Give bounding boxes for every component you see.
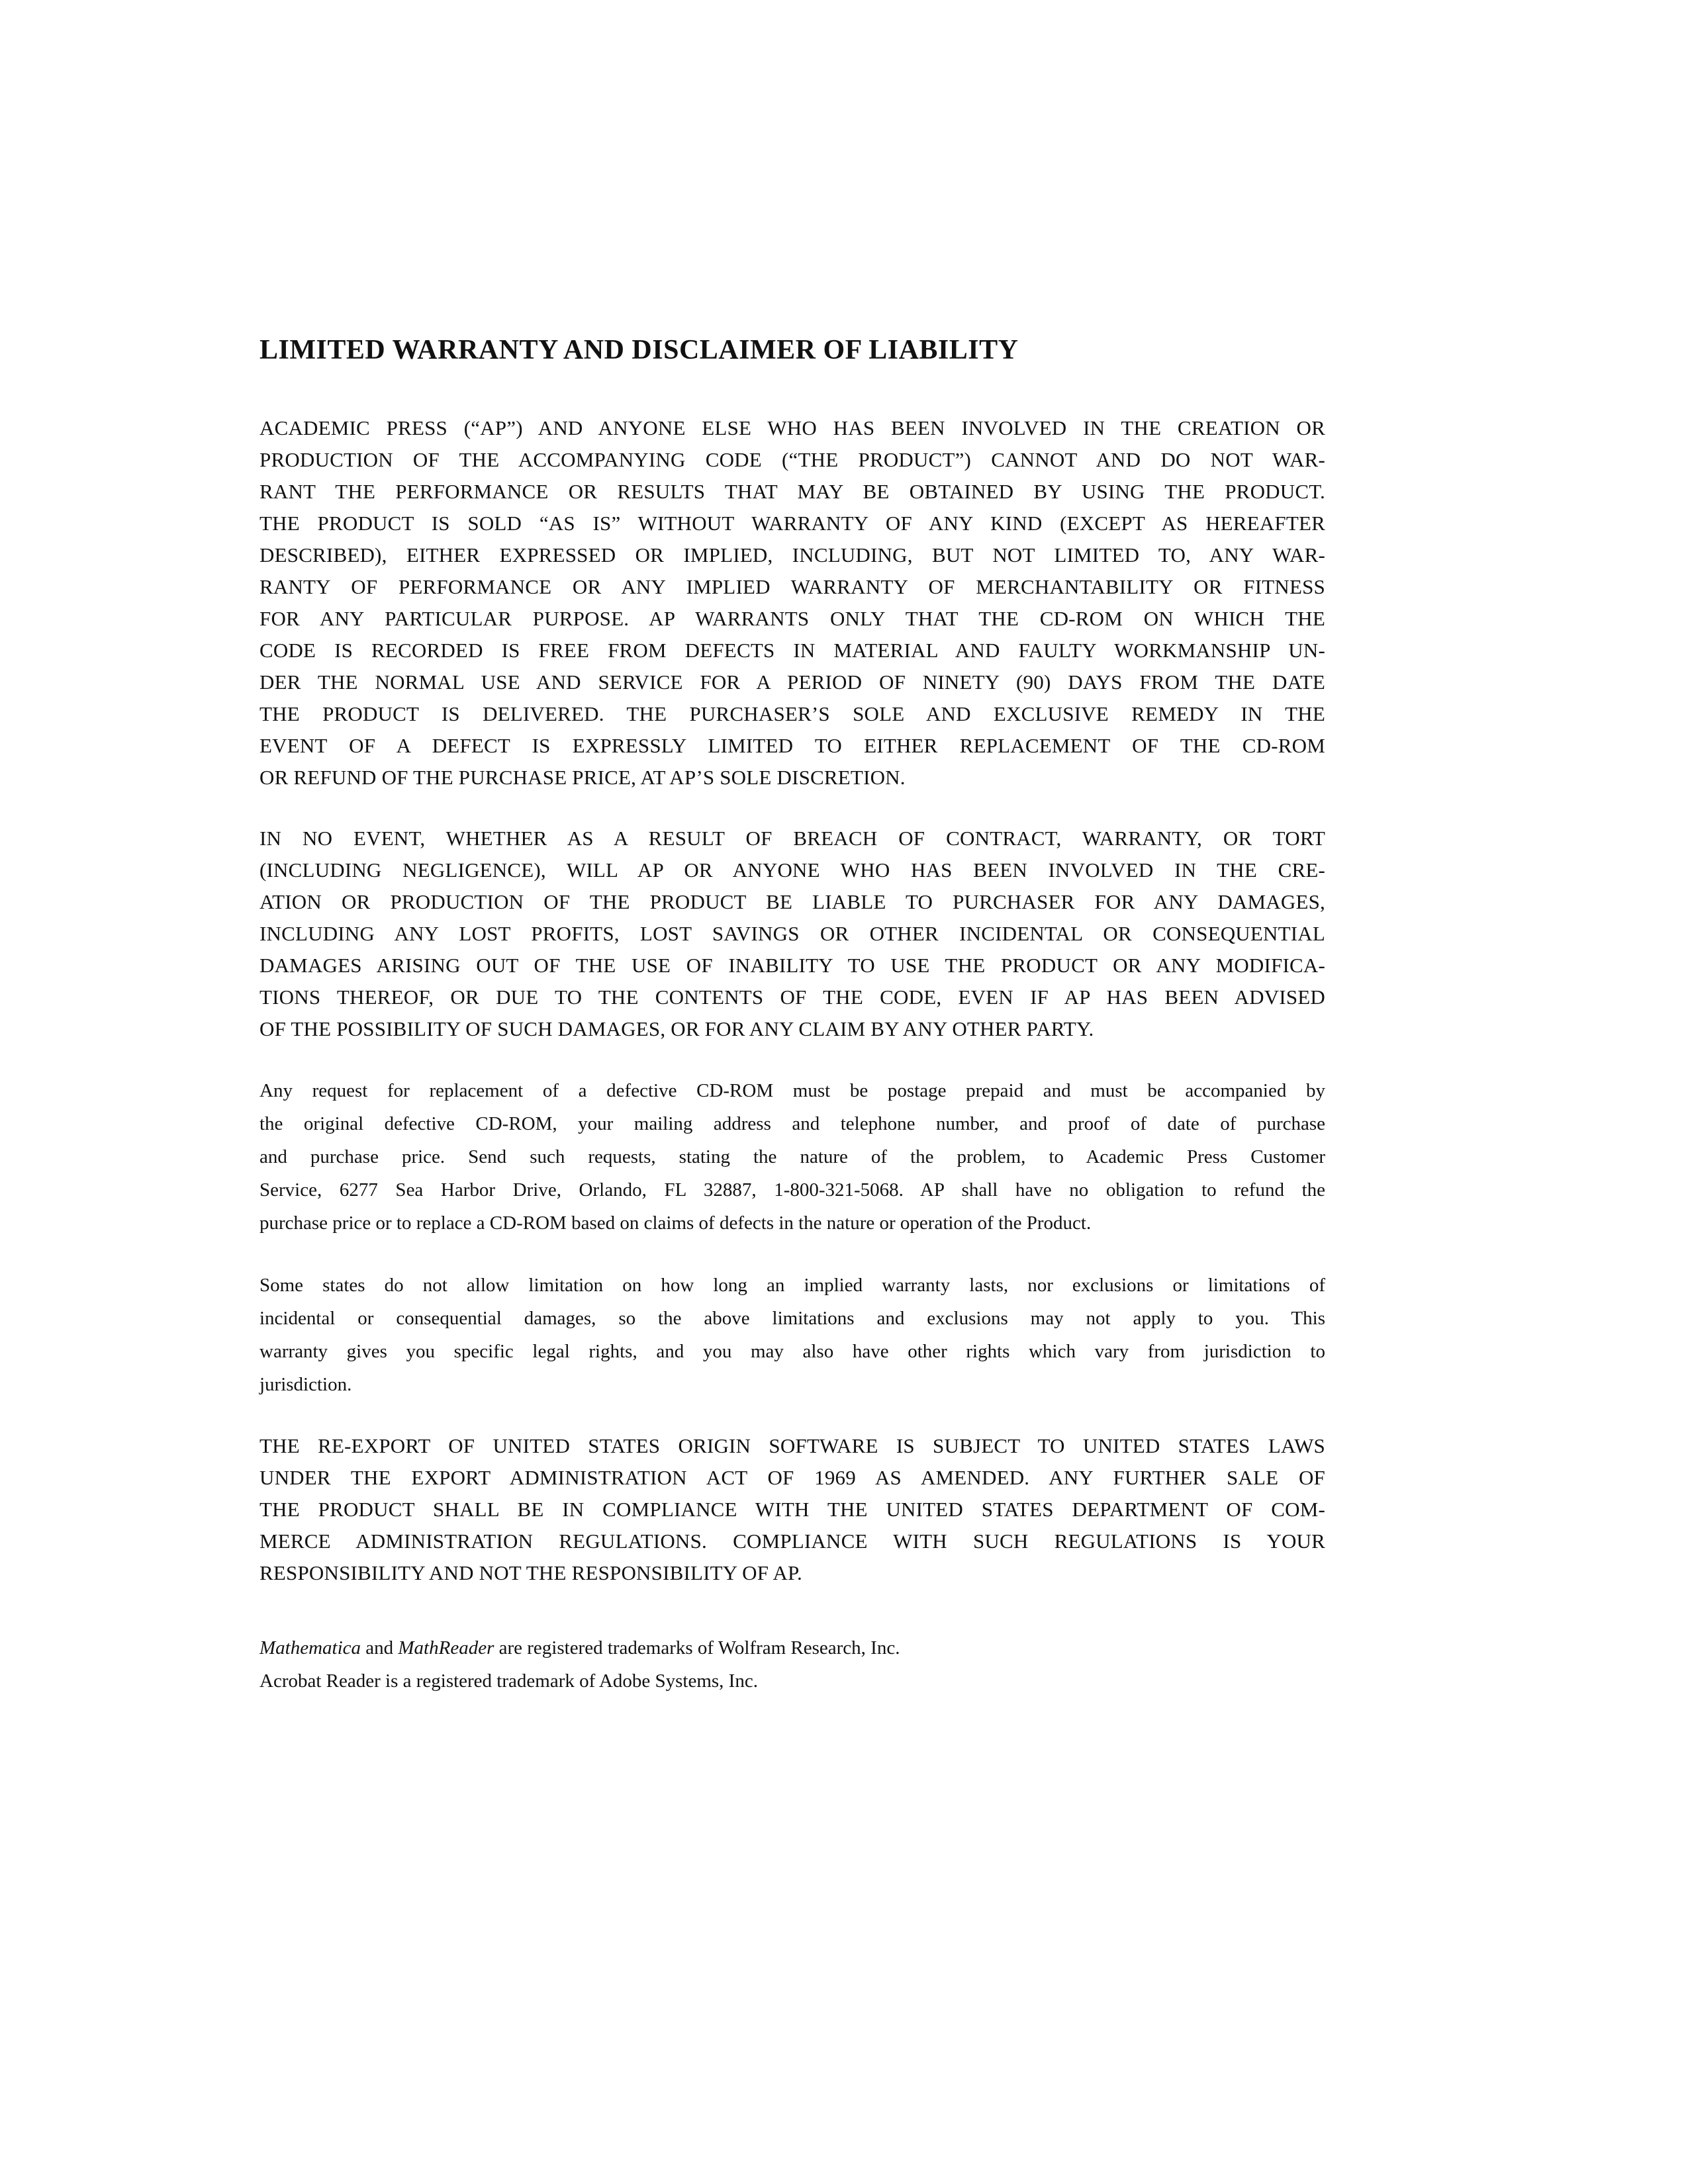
text-line: OR REFUND OF THE PURCHASE PRICE, AT AP’S SOLE DISCRETION.: [259, 766, 906, 789]
text-line: Some states do not allow limitation on how long an implied warranty lasts, nor exclusions or limitations of: [259, 1275, 1325, 1296]
trademark-name: MathReader: [398, 1637, 494, 1659]
trademark-line: [259, 1664, 1325, 1698]
text-line: TIONS THEREOF, OR DUE TO THE CONTENTS OF THE CODE, EVEN IF AP HAS BEEN ADVISED: [259, 985, 1325, 1009]
text-line: RANT THE PERFORMANCE OR RESULTS THAT MAY BE OBTAINED BY USING THE PRODUCT.: [259, 480, 1325, 503]
paragraph: [259, 412, 1325, 794]
text-line: incidental or consequential damages, so the above limitations and exclusions may not apply to you. This: [259, 1308, 1325, 1329]
text-line: and purchase price. Send such requests, stating the nature of the problem, to Academic Press Customer: [259, 1146, 1325, 1167]
trademark-text: and: [361, 1637, 399, 1659]
paragraph: [259, 1430, 1325, 1589]
text-line: RANTY OF PERFORMANCE OR ANY IMPLIED WARRANTY OF MERCHANTABILITY OR FITNESS: [259, 575, 1325, 598]
text-line: DESCRIBED), EITHER EXPRESSED OR IMPLIED, INCLUDING, BUT NOT LIMITED TO, ANY WAR-: [259, 543, 1325, 567]
text-line: THE PRODUCT IS DELIVERED. THE PURCHASER’S SOLE AND EXCLUSIVE REMEDY IN THE: [259, 702, 1325, 725]
document-content: [259, 334, 1325, 1698]
text-line: UNDER THE EXPORT ADMINISTRATION ACT OF 1969 AS AMENDED. ANY FURTHER SALE OF: [259, 1466, 1325, 1489]
text-line: ATION OR PRODUCTION OF THE PRODUCT BE LIABLE TO PURCHASER FOR ANY DAMAGES,: [259, 890, 1325, 913]
text-line: THE RE-EXPORT OF UNITED STATES ORIGIN SOFTWARE IS SUBJECT TO UNITED STATES LAWS: [259, 1434, 1325, 1457]
text-line: THE PRODUCT SHALL BE IN COMPLIANCE WITH THE UNITED STATES DEPARTMENT OF COM-: [259, 1498, 1325, 1521]
text-line: INCLUDING ANY LOST PROFITS, LOST SAVINGS OR OTHER INCIDENTAL OR CONSEQUENTIAL: [259, 922, 1325, 945]
text-line: Service, 6277 Sea Harbor Drive, Orlando, FL 32887, 1-800-321-5068. AP shall have no obligation to refund the: [259, 1179, 1325, 1201]
trademark-text: are registered trademarks of Wolfram Research, Inc.: [494, 1637, 900, 1659]
trademark-name: Mathematica: [259, 1637, 361, 1659]
text-line: ACADEMIC PRESS (“AP”) AND ANYONE ELSE WHO HAS BEEN INVOLVED IN THE CREATION OR: [259, 416, 1325, 439]
trademark-text: Acrobat Reader is a registered trademark of Adobe Systems, Inc.: [259, 1670, 758, 1692]
paragraph: [259, 1074, 1325, 1240]
text-line: DER THE NORMAL USE AND SERVICE FOR A PERIOD OF NINETY (90) DAYS FROM THE DATE: [259, 670, 1325, 694]
page-title: LIMITED WARRANTY AND DISCLAIMER OF LIABILITY: [259, 335, 1019, 365]
text-line: (INCLUDING NEGLIGENCE), WILL AP OR ANYONE WHO HAS BEEN INVOLVED IN THE CRE-: [259, 858, 1325, 882]
text-line: MERCE ADMINISTRATION REGULATIONS. COMPLIANCE WITH SUCH REGULATIONS IS YOUR: [259, 1529, 1325, 1553]
text-line: Any request for replacement of a defective CD-ROM must be postage prepaid and must be accompanied by: [259, 1080, 1325, 1101]
text-line: THE PRODUCT IS SOLD “AS IS” WITHOUT WARRANTY OF ANY KIND (EXCEPT AS HEREAFTER: [259, 512, 1325, 535]
trademark-line: [259, 1631, 1325, 1664]
text-line: warranty gives you specific legal rights, and you may also have other rights which vary from jurisdiction to: [259, 1341, 1325, 1362]
text-line: jurisdiction.: [259, 1374, 352, 1395]
document-body: [259, 412, 1325, 1589]
paragraph: [259, 823, 1325, 1045]
paragraph: [259, 1269, 1325, 1401]
text-line: the original defective CD-ROM, your mailing address and telephone number, and proof of date of purchase: [259, 1113, 1325, 1134]
text-line: RESPONSIBILITY AND NOT THE RESPONSIBILITY OF AP.: [259, 1561, 802, 1584]
text-line: IN NO EVENT, WHETHER AS A RESULT OF BREACH OF CONTRACT, WARRANTY, OR TORT: [259, 827, 1325, 850]
text-line: PRODUCTION OF THE ACCOMPANYING CODE (“THE PRODUCT”) CANNOT AND DO NOT WAR-: [259, 448, 1325, 471]
text-line: FOR ANY PARTICULAR PURPOSE. AP WARRANTS ONLY THAT THE CD-ROM ON WHICH THE: [259, 607, 1325, 630]
text-line: DAMAGES ARISING OUT OF THE USE OF INABILITY TO USE THE PRODUCT OR ANY MODIFICA-: [259, 954, 1325, 977]
text-line: purchase price or to replace a CD-ROM based on claims of defects in the nature or operation of the Product.: [259, 1212, 1092, 1234]
text-line: EVENT OF A DEFECT IS EXPRESSLY LIMITED TO EITHER REPLACEMENT OF THE CD-ROM: [259, 734, 1325, 757]
text-line: OF THE POSSIBILITY OF SUCH DAMAGES, OR FOR ANY CLAIM BY ANY OTHER PARTY.: [259, 1017, 1094, 1040]
text-line: CODE IS RECORDED IS FREE FROM DEFECTS IN MATERIAL AND FAULTY WORKMANSHIP UN-: [259, 639, 1325, 662]
trademark-notices: [259, 1631, 1325, 1698]
